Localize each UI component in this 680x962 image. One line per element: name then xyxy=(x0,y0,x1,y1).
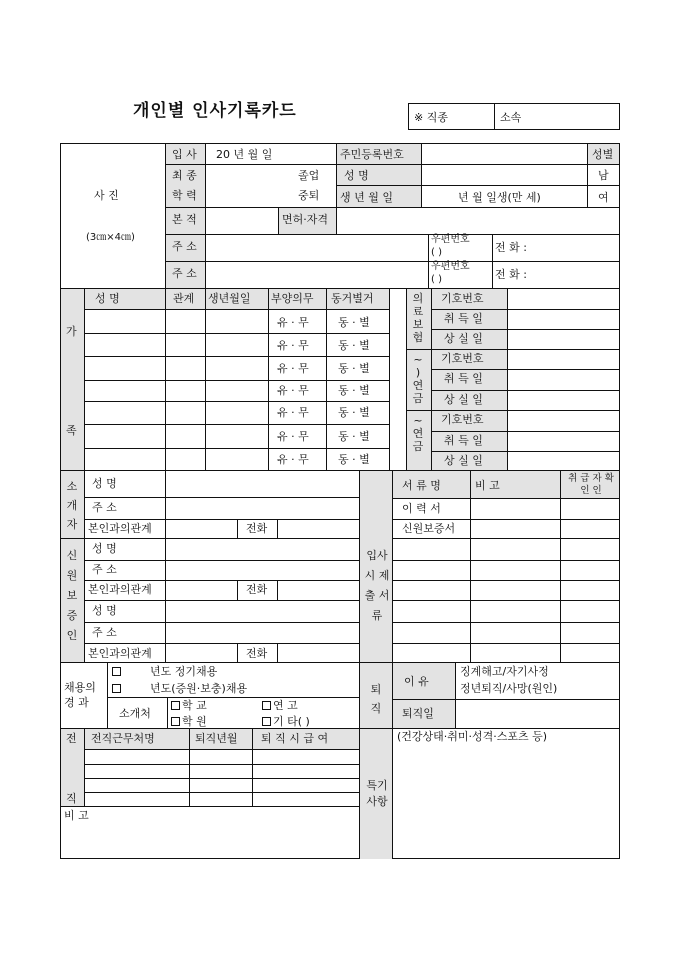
page-title: 개인별 인사기록카드 xyxy=(133,101,297,121)
insurance-row: 상 실 일 xyxy=(444,454,483,467)
retirement-reason-label: 이 유 xyxy=(404,675,429,688)
support-option[interactable]: 유 · 무 xyxy=(277,384,309,397)
guarantor-phone-label-2: 전화 xyxy=(246,647,268,660)
support-option[interactable]: 유 · 무 xyxy=(277,316,309,329)
documents-side-label: 입사시 제출 서류 xyxy=(364,549,390,622)
referral-relation[interactable]: 연 고 xyxy=(262,700,298,711)
resident-no-label: 주민등록번호 xyxy=(340,148,404,161)
birth-label: 생 년 월 일 xyxy=(340,191,393,204)
insurance-row: 상 실 일 xyxy=(444,332,483,345)
career-header-company: 전직근무처명 xyxy=(91,732,155,745)
support-option[interactable]: 유 · 무 xyxy=(277,406,309,419)
employment-regular[interactable]: 년도 정기채용 xyxy=(112,666,217,677)
guarantor-address-label-2: 주 소 xyxy=(92,626,117,639)
doc-header-remark: 비 고 xyxy=(475,479,500,492)
gender-female[interactable]: 여 xyxy=(598,191,609,204)
insurance-row: 기호번호 xyxy=(441,413,484,426)
retirement-label: 퇴 직 xyxy=(370,683,382,715)
doc-item: 신원보증서 xyxy=(402,522,456,535)
checkbox-icon[interactable] xyxy=(262,701,271,710)
guarantor-side-label: 신원보증인 xyxy=(66,549,78,642)
doc-item: 이 력 서 xyxy=(402,502,441,515)
checkbox-icon[interactable] xyxy=(112,667,121,676)
job-type-label: ※ 직종 xyxy=(414,111,448,124)
phone-label-1: 전 화 : xyxy=(495,241,527,254)
referral-label: 소개처 xyxy=(119,707,151,720)
insurance-row: 취 득 일 xyxy=(444,312,483,325)
special-note: (건강상태·취미·성격·스포츠 등) xyxy=(397,730,548,743)
pension-label-2: ~ 연금 xyxy=(412,414,424,453)
support-option[interactable]: 유 · 무 xyxy=(277,339,309,352)
license-label: 면허·자격 xyxy=(282,213,329,226)
medical-insurance-label: 의료보험 xyxy=(412,292,424,344)
support-option[interactable]: 유 · 무 xyxy=(277,453,309,466)
edu-label-2: 학 력 xyxy=(172,189,197,202)
name-label: 성 명 xyxy=(344,169,369,182)
cohabit-option[interactable]: 동 · 별 xyxy=(338,453,370,466)
family-header-cohabit: 동거별거 xyxy=(331,292,374,305)
guarantor-address-label-1: 주 소 xyxy=(92,563,117,576)
retirement-reasons-1: 징계해고/자기사정 xyxy=(460,665,549,678)
graduate-option[interactable]: 졸업 xyxy=(298,169,320,182)
doc-header-handler: 취 급 자 확 인 인 xyxy=(568,473,614,496)
address-label-1: 주 소 xyxy=(172,240,197,253)
cohabit-option[interactable]: 동 · 별 xyxy=(338,362,370,375)
career-header-date: 퇴직년월 xyxy=(195,732,238,745)
doc-header-name: 서 류 명 xyxy=(402,479,441,492)
family-header-relation: 관계 xyxy=(173,292,195,305)
photo-size: (3㎝×4㎝) xyxy=(86,232,135,243)
retirement-date-label: 퇴직일 xyxy=(402,707,434,720)
origin-label: 본 적 xyxy=(172,213,197,226)
guarantor-relation-label-1: 본인과의관계 xyxy=(88,583,152,596)
insurance-row: 상 실 일 xyxy=(444,393,483,406)
referral-school[interactable]: 학 교 xyxy=(171,700,207,711)
insurance-row: 기호번호 xyxy=(441,292,484,305)
postal-label-1: 우편번호 xyxy=(431,234,470,245)
family-header-name: 성 명 xyxy=(95,292,120,305)
birth-value: 년 월 일생(만 세) xyxy=(458,191,541,204)
pension-label-1: ~ )연금 xyxy=(412,353,424,405)
gender-label: 성별 xyxy=(592,148,614,161)
referrer-relation-label: 본인과의관계 xyxy=(88,522,152,535)
checkbox-icon[interactable] xyxy=(171,701,180,710)
employment-extra[interactable]: 년도(증원·보충)채용 xyxy=(112,683,247,694)
support-option[interactable]: 유 · 무 xyxy=(277,362,309,375)
referral-academy[interactable]: 학 원 xyxy=(171,716,207,727)
cohabit-option[interactable]: 동 · 별 xyxy=(338,316,370,329)
guarantor-relation-label-2: 본인과의관계 xyxy=(88,647,152,660)
support-option[interactable]: 유 · 무 xyxy=(277,430,309,443)
guarantor-name-label-1: 성 명 xyxy=(92,542,117,555)
cohabit-option[interactable]: 동 · 별 xyxy=(338,406,370,419)
retirement-reasons-2: 정년퇴직/사망(원인) xyxy=(460,682,558,695)
entry-date: 20 년 월 일 xyxy=(216,148,273,161)
remarks-label: 비 고 xyxy=(64,809,89,822)
address-label-2: 주 소 xyxy=(172,267,197,280)
entry-label: 입 사 xyxy=(172,148,197,161)
guarantor-phone-label-1: 전화 xyxy=(246,583,268,596)
checkbox-icon[interactable] xyxy=(262,717,271,726)
family-side-label-1: 가 xyxy=(66,325,77,338)
referrer-name-label: 성 명 xyxy=(92,477,117,490)
special-label: 특기 사항 xyxy=(366,779,388,808)
phone-label-2: 전 화 : xyxy=(495,268,527,281)
dept-label: 소속 xyxy=(500,111,522,124)
referrer-address-label: 주 소 xyxy=(92,501,117,514)
form-frame xyxy=(60,143,620,859)
career-side-label-2: 직 xyxy=(66,792,77,805)
photo-label: 사 진 xyxy=(94,189,119,202)
cohabit-option[interactable]: 동 · 별 xyxy=(338,384,370,397)
family-header-support: 부양의무 xyxy=(271,292,314,305)
cohabit-option[interactable]: 동 · 별 xyxy=(338,430,370,443)
referrer-phone-label: 전화 xyxy=(246,522,268,535)
career-side-label-1: 전 xyxy=(66,732,77,745)
family-header-birth: 생년월일 xyxy=(208,292,251,305)
cohabit-option[interactable]: 동 · 별 xyxy=(338,339,370,352)
referrer-side-label: 소개자 xyxy=(66,480,78,531)
checkbox-icon[interactable] xyxy=(112,684,121,693)
checkbox-icon[interactable] xyxy=(171,717,180,726)
referral-other[interactable]: 기 타( ) xyxy=(262,716,310,727)
career-header-salary: 퇴 직 시 급 여 xyxy=(261,732,329,745)
gender-male[interactable]: 남 xyxy=(598,169,609,182)
postal-label-2: 우편번호 xyxy=(431,261,470,272)
employment-label: 채용의 경 과 xyxy=(64,681,96,709)
insurance-row: 취 득 일 xyxy=(444,372,483,385)
postal-paren-2: ( ) xyxy=(431,274,442,285)
family-side-label-2: 족 xyxy=(66,424,77,437)
edu-label-1: 최 종 xyxy=(172,169,197,182)
insurance-row: 기호번호 xyxy=(441,352,484,365)
guarantor-name-label-2: 성 명 xyxy=(92,604,117,617)
postal-paren-1: ( ) xyxy=(431,247,442,258)
insurance-row: 취 득 일 xyxy=(444,434,483,447)
dropout-option[interactable]: 중퇴 xyxy=(298,189,320,202)
